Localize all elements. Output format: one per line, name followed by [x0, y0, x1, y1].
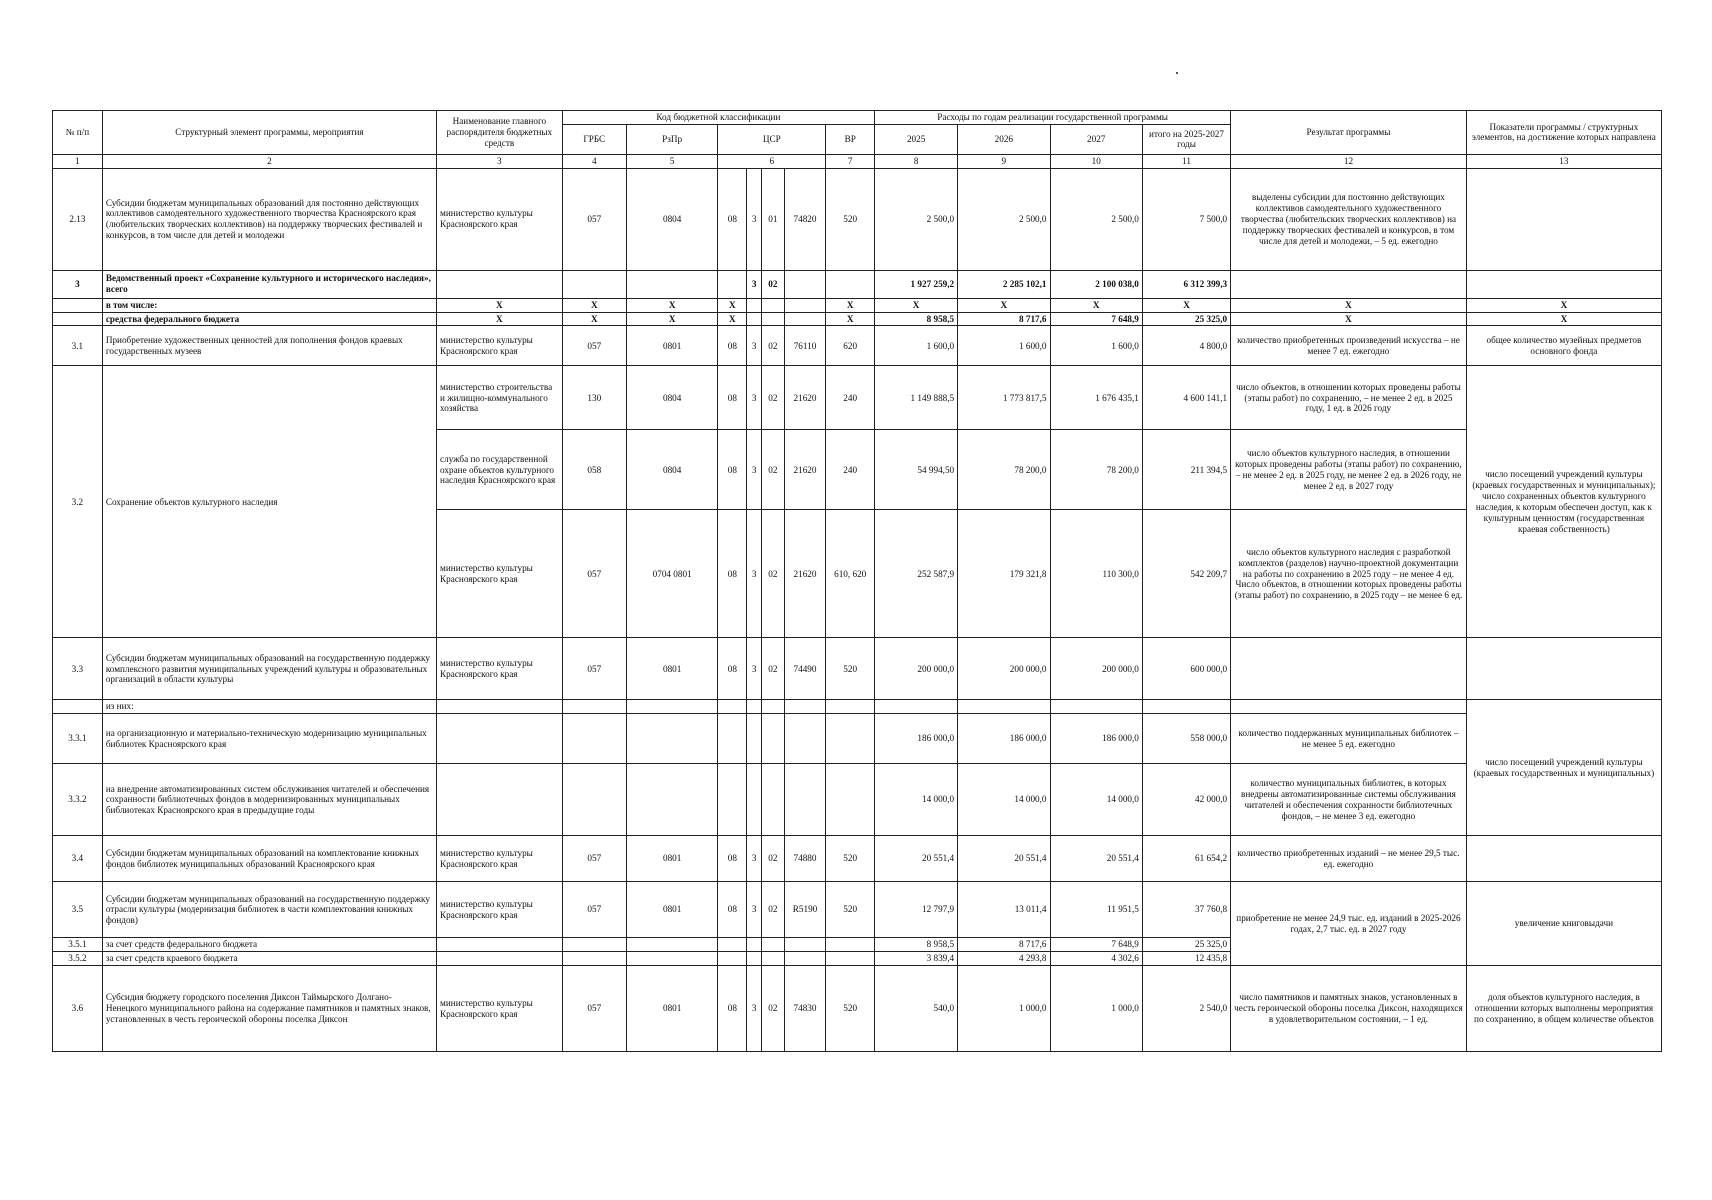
row-2025: 54 994,50 [875, 430, 958, 510]
header-budget-code: Код бюджетной классификации [562, 111, 874, 125]
row-2025: 3 839,4 [875, 952, 958, 966]
row-grbs: 057 [562, 638, 626, 700]
row-rzpr: 0804 [626, 168, 717, 270]
header-indicators: Показатели программы / структурных элементов, на достижение которых направлена [1466, 111, 1661, 155]
row-total: 4 600 141,1 [1142, 366, 1230, 430]
row-2025: 2 500,0 [875, 168, 958, 270]
row-result: количество приобретенных изданий – не менее 29,5 тыс. ед. ежегодно [1231, 836, 1467, 882]
row-rzpr: 0804 [626, 430, 717, 510]
row-num: 3.5 [53, 882, 103, 938]
row-2025: 8 958,5 [875, 938, 958, 952]
row-result [1231, 638, 1467, 700]
colnum: 10 [1050, 154, 1142, 168]
row-result: количество приобретенных произведений искусства – не менее 7 ед. ежегодно [1231, 326, 1467, 366]
row-name: в том числе: [102, 298, 436, 312]
row-vr [826, 270, 875, 298]
row-total: 6 312 399,3 [1142, 270, 1230, 298]
row-manager: министерство культуры Красноярского края [437, 638, 563, 700]
row-rzpr: 0804 [626, 366, 717, 430]
row-csr-3: 02 [761, 366, 784, 430]
table-row [53, 366, 1662, 430]
row-2027: 7 648,9 [1050, 938, 1142, 952]
row-total: 558 000,0 [1142, 714, 1230, 764]
row-2027: 1 676 435,1 [1050, 366, 1142, 430]
row-name: за счет средств краевого бюджета [102, 952, 436, 966]
row-csr-4: 21620 [784, 366, 826, 430]
row-total: 42 000,0 [1142, 764, 1230, 836]
row-2026: 200 000,0 [958, 638, 1050, 700]
row-2026: 2 285 102,1 [958, 270, 1050, 298]
colnum: 2 [102, 154, 436, 168]
colnum: 3 [437, 154, 563, 168]
row-csr-1: 08 [718, 638, 747, 700]
row-manager: министерство культуры Красноярского края [437, 836, 563, 882]
row-num: 3 [53, 270, 103, 298]
x-mark: Х [437, 312, 563, 326]
row-2026: 8 717,6 [958, 938, 1050, 952]
row-manager: министерство культуры Красноярского края [437, 510, 563, 638]
row-grbs: 058 [562, 430, 626, 510]
row-csr-3: 02 [761, 638, 784, 700]
row-indicator: общее количество музейных предметов основного фонда [1466, 326, 1661, 366]
row-total: 7 500,0 [1142, 168, 1230, 270]
row-2026: 186 000,0 [958, 714, 1050, 764]
row-result: выделены субсидии для постоянно действующих коллективов самодеятельного художественного творчества (любительских творческих коллективов) на поддержку творческих фестивалей и конкурсов, в том числе для детей и молодежи, – 5 ед. ежегодно [1231, 168, 1467, 270]
row-csr-3: 02 [761, 270, 784, 298]
row-total: 12 435,8 [1142, 952, 1230, 966]
header-vr: ВР [826, 124, 875, 154]
row-total: 542 209,7 [1142, 510, 1230, 638]
x-mark: Х [626, 312, 717, 326]
row-2025: 8 958,5 [875, 312, 958, 326]
row-csr-4: 74490 [784, 638, 826, 700]
row-result: число памятников и памятных знаков, установленных в честь героической обороны поселка Диксон, находящихся в удовлетворительном состоянии, – 1 ед. [1231, 966, 1467, 1052]
row-csr-3: 02 [761, 882, 784, 938]
row-grbs: 057 [562, 836, 626, 882]
table-row [53, 714, 1662, 764]
header-result: Результат программы [1231, 111, 1467, 155]
x-mark: Х [718, 312, 747, 326]
row-total: 600 000,0 [1142, 638, 1230, 700]
row-name: Субсидии бюджетам муниципальных образований на государственную поддержку комплексного развития муниципальных учреждений культуры и образовательных организаций в области культуры [102, 638, 436, 700]
colnum: 9 [958, 154, 1050, 168]
row-2025: 540,0 [875, 966, 958, 1052]
x-mark: Х [826, 298, 875, 312]
colnum: 13 [1466, 154, 1661, 168]
row-2027: 186 000,0 [1050, 714, 1142, 764]
row-grbs [562, 270, 626, 298]
row-2025: 1 600,0 [875, 326, 958, 366]
row-csr-1: 08 [718, 510, 747, 638]
row-csr-1: 08 [718, 326, 747, 366]
row-num: 3.2 [53, 366, 103, 638]
row-2027: 11 951,5 [1050, 882, 1142, 938]
row-manager [437, 270, 563, 298]
table-row [53, 638, 1662, 700]
row-2026: 13 011,4 [958, 882, 1050, 938]
x-mark: Х [718, 298, 747, 312]
row-csr-2: 3 [747, 270, 762, 298]
x-mark: Х [562, 312, 626, 326]
scan-speck [1176, 72, 1178, 74]
row-2025: 186 000,0 [875, 714, 958, 764]
header-total: итого на 2025-2027 годы [1142, 124, 1230, 154]
row-num: 3.4 [53, 836, 103, 882]
row-2027: 7 648,9 [1050, 312, 1142, 326]
table-row [53, 966, 1662, 1052]
row-csr-2: 3 [747, 638, 762, 700]
row-2027: 200 000,0 [1050, 638, 1142, 700]
table-row [53, 168, 1662, 270]
row-2027: 1 600,0 [1050, 326, 1142, 366]
row-vr: 240 [826, 366, 875, 430]
row-2025: 1 927 259,2 [875, 270, 958, 298]
row-2027: 78 200,0 [1050, 430, 1142, 510]
row-result [1231, 270, 1467, 298]
x-mark: Х [1231, 298, 1467, 312]
row-name: Субсидии бюджетам муниципальных образований на комплектование книжных фондов библиотек муниципальных образований Красноярского края [102, 836, 436, 882]
row-result: количество муниципальных библиотек, в которых внедрены автоматизированные системы обслуживания читателей и обеспечения сохранности библиотечных фондов, – не менее 3 ед. ежегодно [1231, 764, 1467, 836]
budget-table [52, 110, 1662, 1052]
row-name: Субсидии бюджетам муниципальных образований на государственную поддержку отрасли культуры (модернизация библиотек в части комплектования книжных фондов) [102, 882, 436, 938]
row-2025: 200 000,0 [875, 638, 958, 700]
row-result: количество поддержанных муниципальных библиотек – не менее 5 ед. ежегодно [1231, 714, 1467, 764]
row-2025: 20 551,4 [875, 836, 958, 882]
header-element: Структурный элемент программы, мероприятия [102, 111, 436, 155]
row-total: 61 654,2 [1142, 836, 1230, 882]
row-manager: министерство культуры Красноярского края [437, 326, 563, 366]
header-colnums [53, 154, 1662, 168]
row-csr-1: 08 [718, 836, 747, 882]
row-csr-3: 02 [761, 836, 784, 882]
row-name: средства федерального бюджета [102, 312, 436, 326]
x-mark: Х [875, 298, 958, 312]
row-2026: 20 551,4 [958, 836, 1050, 882]
row-manager: министерство строительства и жилищно-коммунального хозяйства [437, 366, 563, 430]
row-csr-1: 08 [718, 168, 747, 270]
row-2026: 1 600,0 [958, 326, 1050, 366]
row-name: Ведомственный проект «Сохранение культурного и исторического наследия», всего [102, 270, 436, 298]
row-name: Субсидия бюджету городского поселения Диксон Таймырского Долгано-Ненецкого муниципального района на содержание памятников и памятных знаков, установленных в честь героической обороны поселка Диксон [102, 966, 436, 1052]
row-rzpr [626, 270, 717, 298]
row-csr-1: 08 [718, 966, 747, 1052]
row-vr: 520 [826, 168, 875, 270]
row-num: 2.13 [53, 168, 103, 270]
table-row [53, 700, 1662, 714]
row-result: число объектов, в отношении которых проведены работы (этапы работ) по сохранению, – не менее 2 ед. в 2025 году, 1 ед. в 2026 году [1231, 366, 1467, 430]
row-name: Приобретение художественных ценностей для пополнения фондов краевых государственных музеев [102, 326, 436, 366]
row-manager: министерство культуры Красноярского края [437, 168, 563, 270]
x-mark: Х [826, 312, 875, 326]
row-vr: 620 [826, 326, 875, 366]
row-num [53, 298, 103, 312]
row-csr-3: 02 [761, 326, 784, 366]
row-result: число объектов культурного наследия, в отношении которых проведены работы (этапы работ) по сохранению, – не менее 2 ед. в 2025 году, не менее 2 ед. в 2026 году, не менее 2 ед. в 2027 году [1231, 430, 1467, 510]
row-grbs: 057 [562, 168, 626, 270]
row-name: на организационную и материально-техническую модернизацию муниципальных библиотек Красноярского края [102, 714, 436, 764]
row-total: 211 394,5 [1142, 430, 1230, 510]
row-name: на внедрение автоматизированных систем обслуживания читателей и обеспечения сохранности библиотечных фондов в модернизированных муниципальных библиотеках Красноярского края в предыдущие годы [102, 764, 436, 836]
row-name: за счет средств федерального бюджета [102, 938, 436, 952]
row-csr-3: 02 [761, 510, 784, 638]
row-csr-1: 08 [718, 430, 747, 510]
row-indicator: увеличение книговыдачи [1466, 882, 1661, 966]
row-name: из них: [102, 700, 436, 714]
colnum: 11 [1142, 154, 1230, 168]
row-csr-4 [784, 270, 826, 298]
row-csr-4: 74880 [784, 836, 826, 882]
x-mark: Х [562, 298, 626, 312]
row-vr: 520 [826, 882, 875, 938]
header-expenses: Расходы по годам реализации государственной программы [875, 111, 1231, 125]
row-rzpr: 0801 [626, 882, 717, 938]
row-csr-4: 21620 [784, 430, 826, 510]
header-2025: 2025 [875, 124, 958, 154]
row-result: приобретение не менее 24,9 тыс. ед. изданий в 2025-2026 годах, 2,7 тыс. ед. в 2027 году [1231, 882, 1467, 966]
header-csr: ЦСР [718, 124, 826, 154]
table-row [53, 326, 1662, 366]
x-mark: Х [437, 298, 563, 312]
row-csr-4: 74830 [784, 966, 826, 1052]
row-csr-1: 08 [718, 882, 747, 938]
row-csr-2: 3 [747, 430, 762, 510]
row-rzpr: 0801 [626, 966, 717, 1052]
table-row [53, 836, 1662, 882]
colnum: 1 [53, 154, 103, 168]
row-csr-4: 74820 [784, 168, 826, 270]
row-vr: 610, 620 [826, 510, 875, 638]
row-num: 3.3 [53, 638, 103, 700]
row-2026: 179 321,8 [958, 510, 1050, 638]
row-indicator: доля объектов культурного наследия, в отношении которых выполнены мероприятия по сохранению, в общем количестве объектов [1466, 966, 1661, 1052]
table-row [53, 312, 1662, 326]
row-2026: 1 000,0 [958, 966, 1050, 1052]
x-mark: Х [1466, 298, 1661, 312]
row-vr: 240 [826, 430, 875, 510]
row-manager: министерство культуры Красноярского края [437, 966, 563, 1052]
row-num: 3.6 [53, 966, 103, 1052]
row-manager: министерство культуры Красноярского края [437, 882, 563, 938]
row-csr-2: 3 [747, 168, 762, 270]
row-total: 2 540,0 [1142, 966, 1230, 1052]
row-grbs: 057 [562, 966, 626, 1052]
row-2026: 78 200,0 [958, 430, 1050, 510]
row-indicator [1466, 836, 1661, 882]
x-mark: Х [626, 298, 717, 312]
colnum: 7 [826, 154, 875, 168]
row-csr-2: 3 [747, 966, 762, 1052]
header-2027: 2027 [1050, 124, 1142, 154]
row-2025: 252 587,9 [875, 510, 958, 638]
colnum: 5 [626, 154, 717, 168]
row-csr-2: 3 [747, 882, 762, 938]
row-csr-2: 3 [747, 836, 762, 882]
row-name: Субсидии бюджетам муниципальных образований для постоянно действующих коллективов самодеятельного художественного творчества Красноярского края (любительских творческих коллективов) на поддержку творческих фестивалей и конкурсов, в том числе для детей и молодежи [102, 168, 436, 270]
row-num: 3.3.2 [53, 764, 103, 836]
row-rzpr: 0704 0801 [626, 510, 717, 638]
header-grbs: ГРБС [562, 124, 626, 154]
row-2027: 110 300,0 [1050, 510, 1142, 638]
row-csr-2: 3 [747, 326, 762, 366]
row-grbs: 130 [562, 366, 626, 430]
row-grbs: 057 [562, 326, 626, 366]
table-row [53, 882, 1662, 938]
row-total: 4 800,0 [1142, 326, 1230, 366]
row-rzpr: 0801 [626, 326, 717, 366]
row-name: Сохранение объектов культурного наследия [102, 366, 436, 638]
row-2027: 14 000,0 [1050, 764, 1142, 836]
row-total: 25 325,0 [1142, 312, 1230, 326]
row-csr-3: 01 [761, 168, 784, 270]
table-row [53, 764, 1662, 836]
x-mark: Х [1231, 312, 1467, 326]
row-vr: 520 [826, 966, 875, 1052]
header-row-1 [53, 111, 1662, 125]
colnum: 8 [875, 154, 958, 168]
colnum: 6 [718, 154, 826, 168]
row-num [53, 312, 103, 326]
row-2027: 4 302,6 [1050, 952, 1142, 966]
row-2025: 14 000,0 [875, 764, 958, 836]
row-csr-4: R5190 [784, 882, 826, 938]
colnum: 12 [1231, 154, 1467, 168]
row-csr-4: 76110 [784, 326, 826, 366]
row-csr-3: 02 [761, 430, 784, 510]
header-num: № п/п [53, 111, 103, 155]
row-csr-4: 21620 [784, 510, 826, 638]
row-2026: 1 773 817,5 [958, 366, 1050, 430]
header-manager: Наименование главного распорядителя бюджетных средств [437, 111, 563, 155]
row-indicator: число посещений учреждений культуры (краевых государственных и муниципальных); число сохраненных объектов культурного наследия, к которым обеспечен доступ, как к культурным ценностям (государственная краевая собственность) [1466, 366, 1661, 638]
row-csr-3: 02 [761, 966, 784, 1052]
row-rzpr: 0801 [626, 638, 717, 700]
x-mark: Х [1050, 298, 1142, 312]
row-2026: 4 293,8 [958, 952, 1050, 966]
row-num: 3.5.2 [53, 952, 103, 966]
row-total: 25 325,0 [1142, 938, 1230, 952]
row-csr-2: 3 [747, 366, 762, 430]
row-indicator [1466, 270, 1661, 298]
row-indicator [1466, 168, 1661, 270]
row-csr-2: 3 [747, 510, 762, 638]
row-2026: 14 000,0 [958, 764, 1050, 836]
row-2025: 12 797,9 [875, 882, 958, 938]
x-mark: Х [1466, 312, 1661, 326]
row-vr: 520 [826, 638, 875, 700]
row-indicator [1466, 638, 1661, 700]
row-2027: 2 100 038,0 [1050, 270, 1142, 298]
row-2027: 20 551,4 [1050, 836, 1142, 882]
row-csr-1: 08 [718, 366, 747, 430]
header-rzpr: РзПр [626, 124, 717, 154]
row-2025: 1 149 888,5 [875, 366, 958, 430]
table-row [53, 298, 1662, 312]
header-2026: 2026 [958, 124, 1050, 154]
row-grbs: 057 [562, 510, 626, 638]
row-vr: 520 [826, 836, 875, 882]
row-manager: служба по государственной охране объектов культурного наследия Красноярского края [437, 430, 563, 510]
row-result: число объектов культурного наследия с разработкой комплектов (разделов) научно-проектной документации на работы по сохранению в 2025 году – не менее 4 ед. Число объектов, в отношении которых проведены работы (этапы работ) по сохранению, в 2025 году – не менее 6 ед. [1231, 510, 1467, 638]
row-num: 3.1 [53, 326, 103, 366]
table-row [53, 270, 1662, 298]
row-rzpr: 0801 [626, 836, 717, 882]
colnum: 4 [562, 154, 626, 168]
x-mark: Х [958, 298, 1050, 312]
row-csr-1 [718, 270, 747, 298]
row-2027: 2 500,0 [1050, 168, 1142, 270]
row-indicator: число посещений учреждений культуры (краевых государственных и муниципальных) [1466, 700, 1661, 836]
row-num: 3.3.1 [53, 714, 103, 764]
row-num: 3.5.1 [53, 938, 103, 952]
row-2027: 1 000,0 [1050, 966, 1142, 1052]
row-grbs: 057 [562, 882, 626, 938]
x-mark: Х [1142, 298, 1230, 312]
row-2026: 2 500,0 [958, 168, 1050, 270]
row-total: 37 760,8 [1142, 882, 1230, 938]
row-2026: 8 717,6 [958, 312, 1050, 326]
